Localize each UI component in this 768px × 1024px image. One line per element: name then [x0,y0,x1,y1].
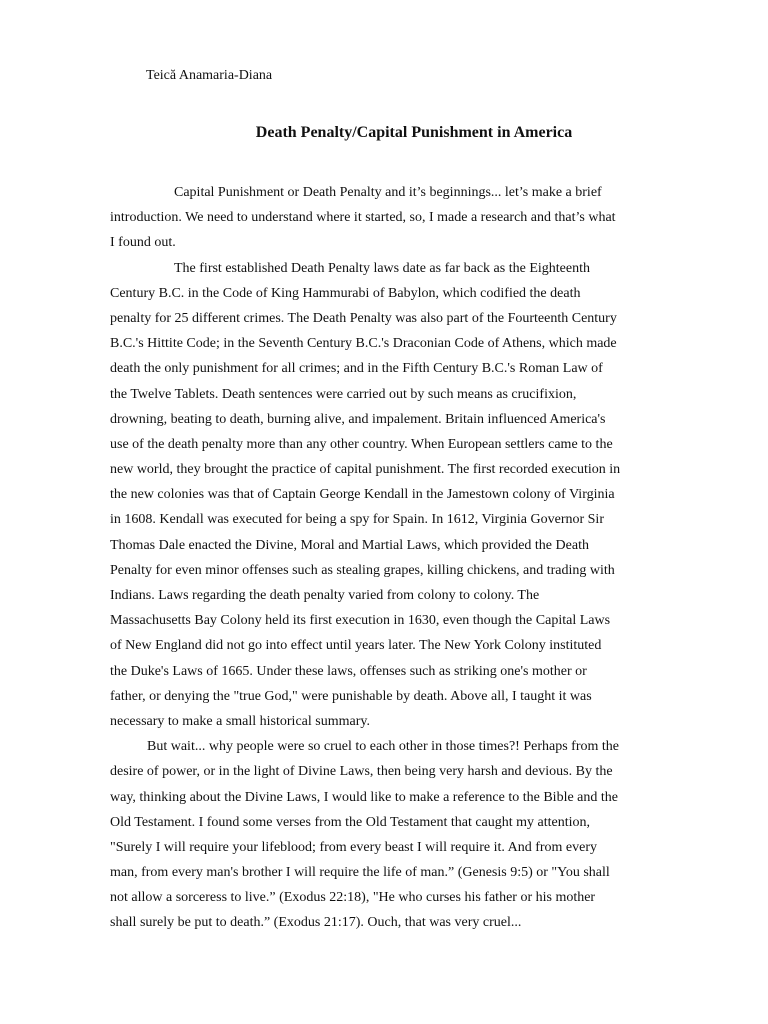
body-line: necessary to make a small historical summary. [110,713,370,729]
body-line: the Duke's Laws of 1665. Under these laws, offenses such as striking one's mother or [110,663,587,679]
document-body [110,180,670,936]
body-line: in 1608. Kendall was executed for being a spy for Spain. In 1612, Virginia Governor Sir [110,512,604,528]
body-line: father, or denying the "true God," were punishable by death. Above all, I taught it was [110,688,592,704]
body-line: not allow a sorceress to live.” (Exodus 22:18), "He who curses his father or his mother [110,890,596,906]
body-line: shall surely be put to death.” (Exodus 21:17). Ouch, that was very cruel... [110,915,522,931]
body-line: drowning, beating to death, burning alive, and impalement. Britain influenced America's [110,411,606,427]
body-line: use of the death penalty more than any other country. When European settlers came to the [110,436,613,452]
body-line: I found out. [110,235,176,251]
body-line: Old Testament. I found some verses from the Old Testament that caught my attention, [110,814,591,830]
body-line: the new colonies was that of Captain George Kendall in the Jamestown colony of Virginia [110,487,615,503]
body-line: "Surely I will require your lifeblood; from every beast I will require it. And from every [110,839,598,855]
body-line: penalty for 25 different crimes. The Death Penalty was also part of the Fourteenth Century [110,310,617,326]
body-line: B.C.'s Hittite Code; in the Seventh Century B.C.'s Draconian Code of Athens, which made [110,336,617,352]
body-line: Massachusetts Bay Colony held its first execution in 1630, even though the Capital Laws [110,613,611,629]
body-line: Indians. Laws regarding the death penalty varied from colony to colony. The [110,588,540,603]
body-line: The first established Death Penalty laws date as far back as the Eighteenth [174,260,590,276]
document-title: Death Penalty/Capital Punishment in America [255,124,573,141]
body-line: Penalty for even minor offenses such as stealing grapes, killing chickens, and trading with [110,562,615,578]
body-line: the Twelve Tablets. Death sentences were carried out by such means as crucifixion, [110,386,577,402]
body-line: of New England did not go into effect until years later. The New York Colony instituted [110,638,602,654]
body-line: Thomas Dale enacted the Divine, Moral and Martial Laws, which provided the Death [110,537,589,553]
body-line: new world, they brought the practice of capital punishment. The first recorded execution in [110,462,621,478]
body-line: introduction. We need to understand where it started, so, I made a research and that’s what [110,210,616,226]
body-line: Century B.C. in the Code of King Hammurabi of Babylon, which codified the death [110,285,581,301]
body-line: Capital Punishment or Death Penalty and it’s beginnings... let’s make a brief [174,185,602,200]
body-line: way, thinking about the Divine Laws, I would like to make a reference to the Bible and the [110,789,618,805]
body-line: desire of power, or in the light of Divine Laws, then being very harsh and devious. By the [110,764,613,780]
body-line: But wait... why people were so cruel to each other in those times?! Perhaps from the [147,739,619,755]
body-line: man, from every man's brother I will require the life of man.” (Genesis 9:5) or "You shall [110,865,610,881]
author-name: Teică Anamaria-Diana [146,68,273,83]
body-line: death the only punishment for all crimes; and in the Fifth Century B.C.'s Roman Law of [110,361,603,377]
